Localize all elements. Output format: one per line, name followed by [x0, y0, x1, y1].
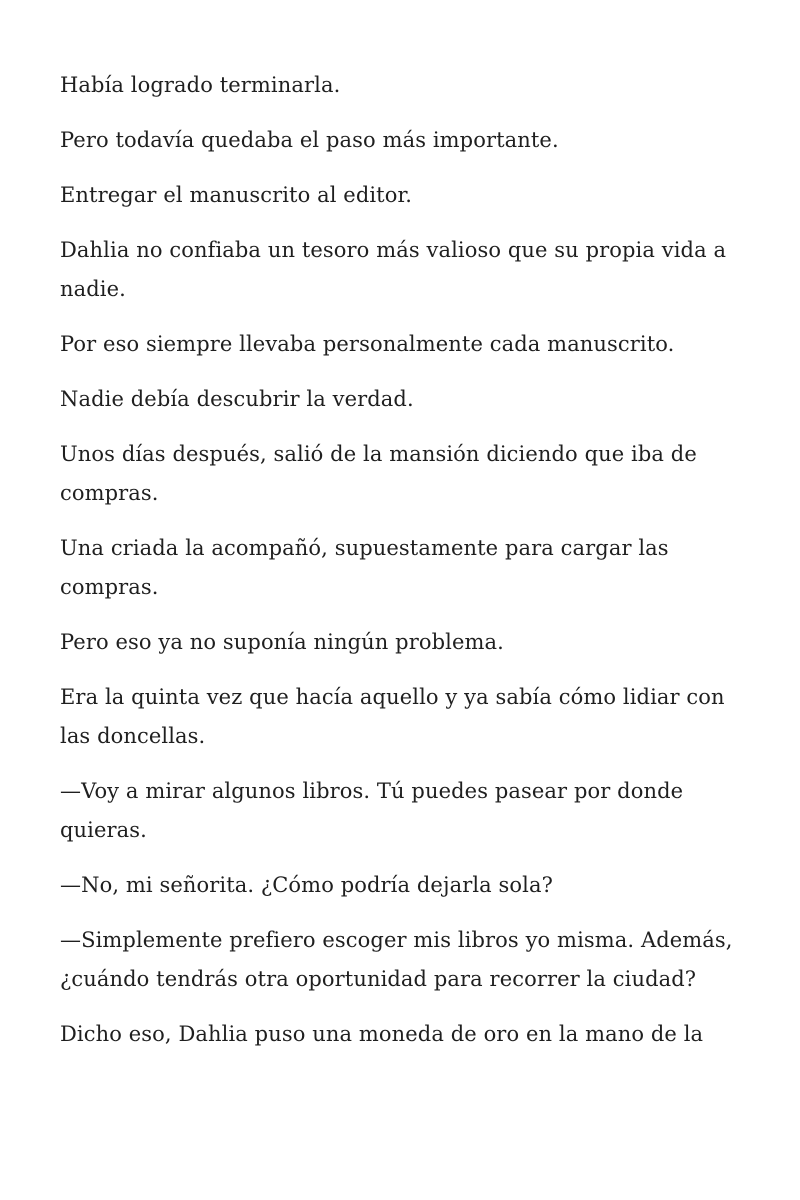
paragraph: Era la quinta vez que hacía aquello y ya sabía cómo lidiar con las doncellas.	[60, 685, 725, 748]
paragraph: —Simplemente prefiero escoger mis libros yo misma. Además, ¿cuándo tendrás otra oportunidad para recorrer la ciudad?	[60, 928, 733, 991]
paragraph: Pero eso ya no suponía ningún problema.	[60, 630, 504, 654]
paragraph: Dicho eso, Dahlia puso una moneda de oro en la mano de la	[60, 1022, 704, 1046]
paragraph: —No, mi señorita. ¿Cómo podría dejarla sola?	[60, 873, 553, 897]
paragraph: Dahlia no confiaba un tesoro más valioso que su propia vida a nadie.	[60, 238, 727, 301]
paragraph: Unos días después, salió de la mansión diciendo que iba de compras.	[60, 442, 697, 505]
paragraph: —Voy a mirar algunos libros. Tú puedes pasear por donde quieras.	[60, 779, 684, 842]
paragraph: Pero todavía quedaba el paso más importante.	[60, 128, 559, 152]
paragraph: Nadie debía descubrir la verdad.	[60, 387, 414, 411]
paragraph: Una criada la acompañó, supuestamente para cargar las compras.	[60, 536, 669, 599]
paragraph: Había logrado terminarla.	[60, 73, 341, 97]
paragraph: Por eso siempre llevaba personalmente cada manuscrito.	[60, 332, 675, 356]
paragraph: Entregar el manuscrito al editor.	[60, 183, 413, 207]
